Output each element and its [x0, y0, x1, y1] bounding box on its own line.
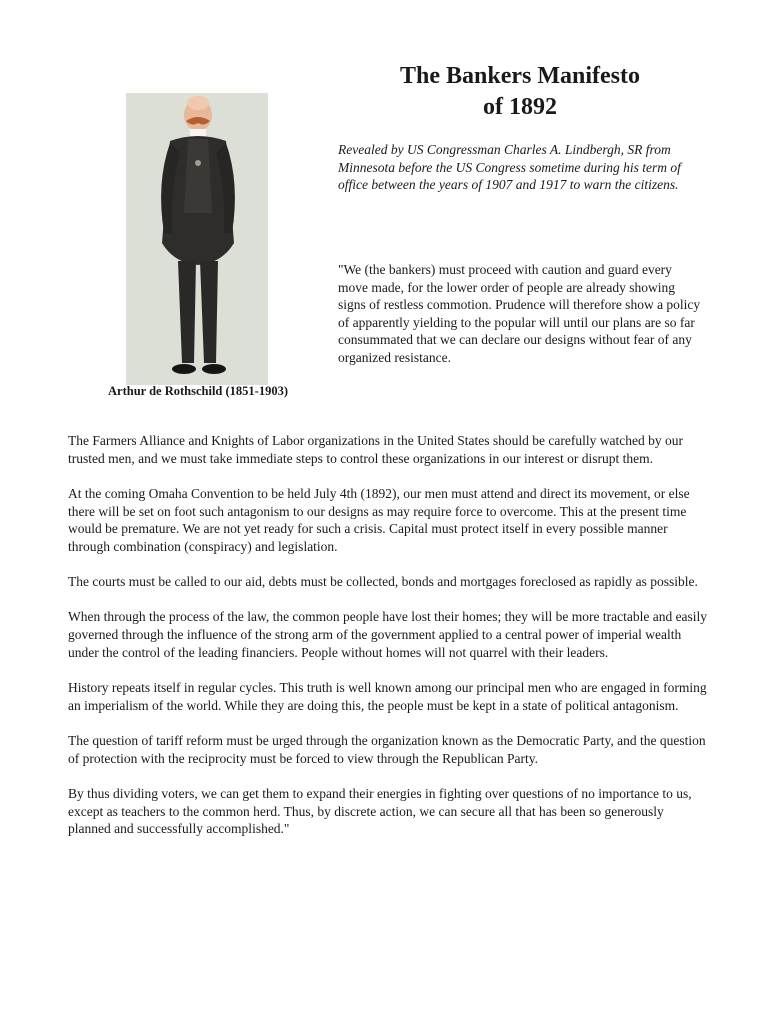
portrait-illustration	[126, 93, 268, 385]
quote-opening: "We (the bankers) must proceed with caution and guard every move made, for the lower order of people are already showing signs of restless commotion. Prudence will therefore show a policy of apparently yielding to the popular will until our plans are so far consummated that we can declare our designs without fear of any organized resistance.	[338, 262, 701, 365]
page-title	[360, 61, 680, 123]
paragraph: The Farmers Alliance and Knights of Labor organizations in the United States should be carefully watched by our trusted men, and we must take immediate steps to control these organizations in our interest or disrupt them.	[68, 433, 683, 466]
paragraph: By thus dividing voters, we can get them to expand their energies in fighting over questions of no importance to us, except as teachers to the common herd. Thus, by discrete action, we can secure all that has been so generously planned and successfully accomplished."	[68, 785, 692, 837]
manifesto-body	[68, 432, 708, 855]
paragraph: When through the process of the law, the common people have lost their homes; they will be more tractable and easily governed through the influence of the strong arm of the government applied to a central power of imperial wealth under the control of the leading financiers. People without homes will not quarrel with their leaders.	[68, 609, 708, 660]
paragraph: The courts must be called to our aid, debts must be collected, bonds and mortgages foreclosed as rapidly as possible.	[68, 574, 698, 590]
title-line-2: of 1892	[483, 94, 557, 120]
title-line-1: The Bankers Manifesto	[400, 63, 640, 89]
paragraph: The question of tariff reform must be urged through the organization known as the Democratic Party, and the question of protection with the reciprocity must be forced to view through the Republican Party.	[68, 732, 706, 766]
paragraph: History repeats itself in regular cycles. This truth is well known among our principal men who are engaged in forming an imperialism of the world. While they are doing this, the people must be kept in a state of political antagonism.	[68, 680, 707, 713]
portrait-caption: Arthur de Rothschild (1851-1903)	[108, 384, 288, 398]
paragraph: At the coming Omaha Convention to be held July 4th (1892), our men must attend and direct its movement, or else there will be set on foot such antagonism to our designs as may require force to overcome. This at the present time would be premature. We are not yet ready for such a crisis. Capital must protect itself in every possible manner through combination (conspiracy) and legislation.	[68, 485, 690, 555]
intro-text: Revealed by US Congressman Charles A. Lindbergh, SR from Minnesota before the US Congress sometime during his term of office between the years of 1907 and 1917 to warn the citizens.	[338, 142, 681, 192]
